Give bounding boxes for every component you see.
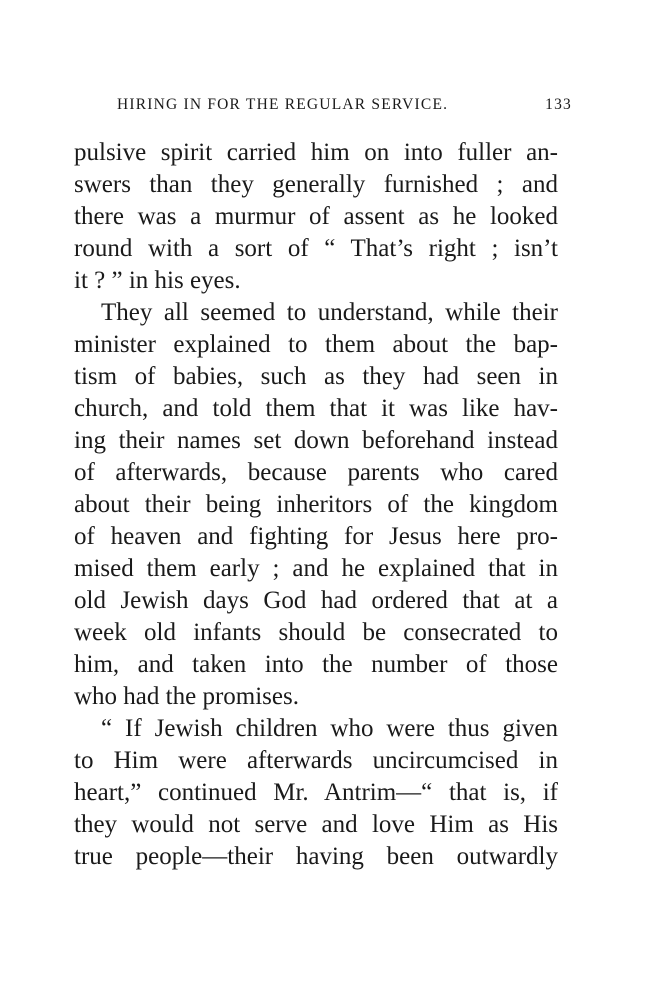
running-head-title: HIRING IN FOR THE REGULAR SERVICE.	[117, 96, 449, 113]
text-line: They all seemed to understand, while their	[101, 299, 558, 326]
text-line: “ If Jewish children who were thus given	[101, 715, 558, 742]
text-line: mised them early ; and he explained that in	[74, 555, 558, 582]
text-line: there was a murmur of assent as he looked	[74, 203, 558, 230]
page-number: 133	[545, 96, 572, 113]
text-line: of heaven and fighting for Jesus here pro-	[74, 523, 558, 550]
text-line: old Jewish days God had ordered that at a	[74, 587, 558, 614]
text-line: swers than they generally furnished ; and	[74, 171, 558, 198]
text-line: ing their names set down beforehand instead	[74, 427, 558, 454]
text-line: tism of babies, such as they had seen in	[74, 363, 558, 390]
text-line: heart,” continued Mr. Antrim—“ that is, if	[74, 779, 558, 806]
text-line: true people—their having been outwardly	[74, 843, 558, 870]
text-line: it ? ” in his eyes.	[74, 267, 241, 294]
text-line: to Him were afterwards uncircumcised in	[74, 747, 558, 774]
text-line: who had the promises.	[74, 683, 299, 710]
text-line: of afterwards, because parents who cared	[74, 459, 558, 486]
text-line: they would not serve and love Him as His	[74, 811, 558, 838]
text-line: him, and taken into the number of those	[74, 651, 558, 678]
text-line: about their being inheritors of the kingdom	[74, 491, 558, 518]
text-line: minister explained to them about the bap-	[74, 331, 558, 358]
text-line: church, and told them that it was like hav-	[74, 395, 558, 422]
text-line: round with a sort of “ That’s right ; isn’t	[74, 235, 558, 262]
text-line: week old infants should be consecrated to	[74, 619, 558, 646]
text-line: pulsive spirit carried him on into fuller an-	[74, 139, 558, 166]
